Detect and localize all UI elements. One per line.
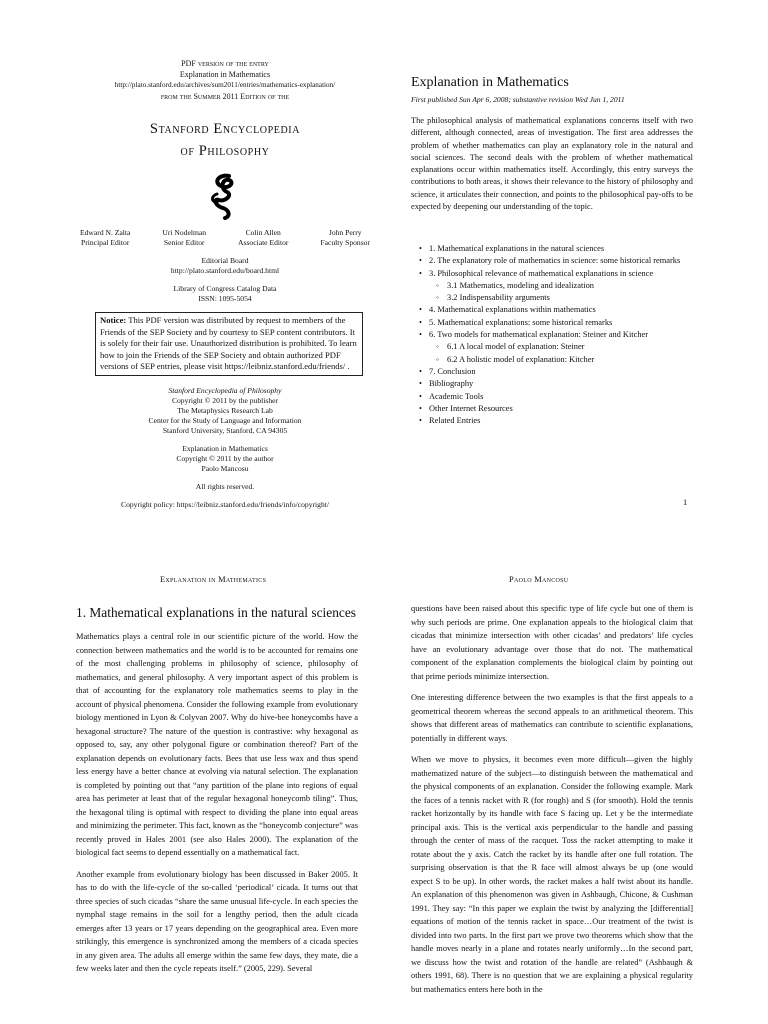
publisher-line: Stanford University, Stanford, CA 94305 [162, 425, 288, 435]
sep-title [80, 118, 370, 162]
catalog-block [80, 284, 370, 304]
running-head-right: Paolo Mancosu [509, 575, 569, 584]
toc-item[interactable]: • 5. Mathematical explanations: some historical remarks [411, 317, 693, 329]
left-column [76, 630, 358, 984]
editor-name: Uri Nodelman [162, 228, 207, 237]
author-block [80, 444, 370, 474]
editor-role: Associate Editor [238, 238, 289, 247]
editor-entry [320, 228, 370, 248]
editor-entry [162, 228, 206, 248]
publisher-line: Center for the Study of Language and Information [148, 415, 302, 425]
author-line: Copyright © 2011 by the author [176, 453, 274, 463]
editors-list [80, 228, 370, 248]
toc-item[interactable]: • 6. Two models for mathematical explanation: Steiner and Kitcher [411, 329, 693, 341]
running-head-left: Explanation in Mathematics [160, 575, 267, 584]
toc-item[interactable]: • Academic Tools [411, 391, 693, 403]
editor-entry [238, 228, 288, 248]
publisher-line: The Metaphysics Research Lab [177, 405, 273, 415]
publisher-block [80, 386, 370, 436]
toc-list [411, 243, 693, 427]
rights-line: All rights reserved. [195, 481, 255, 491]
toc-item[interactable]: • Bibliography [411, 378, 693, 390]
entry-abstract: The philosophical analysis of mathematical explanations concerns itself with two different, although connected, areas of investigation. The first area addresses the problem of whether mathematics can play an explanatory role in the natural and social sciences. The second deals with the problem of whether mathematical explanations occur within mathematics itself. Accordingly, this entry surveys the contributions to both areas, it shows their relevance to the history of philosophy and science, it articulates their connection, and points to the philosophical pay-offs to be expected by deepening our understanding of the topic. [411, 116, 693, 212]
section-title: 1. Mathematical explanations in the natural sciences [76, 605, 356, 620]
publisher-line: Stanford Encyclopedia of Philosophy [168, 385, 282, 395]
toc-item[interactable]: • 2. The explanatory role of mathematics in science: some historical remarks [411, 255, 693, 267]
editorial-board-block [80, 256, 370, 276]
archive-url: http://plato.stanford.edu/archives/sum2011/entries/mathematics-explanation/ [114, 81, 336, 89]
notice-box [95, 312, 363, 376]
editor-name: Edward N. Zalta [80, 228, 131, 237]
toc-item[interactable]: • 7. Conclusion [411, 366, 693, 378]
toc-item[interactable]: • Other Internet Resources [411, 403, 693, 415]
paragraph: Mathematics plays a central role in our scientific picture of the world. How the connection between mathematics and the world is to be accounted for remains one of the most challenging problems in philosophy of science, philosophy of mathematics, and general philosophy. A very important aspect of this problem is that of accounting for the explanatory role mathematics seems to play in the account of physical phenomena. Consider the following example from evolutionary biology mentioned in Lyon & Colyvan 2007. Why do hive-bee honeycombs have a hexagonal structure? The nature of the question is contrastive: why hexagonal as opposed to, say, any other polygonal figure or combination thereof? Part of the explanation depends on evolutionary facts. Bees that use less wax and thus spend less energy have a better chance at evolving via natural selection. The explanation is completed by pointing out that “any partition of the plane into regions of equal area has perimeter at least that of the regular hexagonal honeycomb tiling”. Thus, the hexagonal tiling is optimal with respect to dividing the plane into equal areas and minimizing the perimeter. This fact, known as the “honeycomb conjecture” was recently proved in Hales 2001 (see also Hales 2000). The explanation of the biological fact seems to depend essentially on a mathematical fact. [76, 632, 358, 857]
issn: ISSN: 1095-5054 [198, 294, 252, 303]
board-url: http://plato.stanford.edu/board.html [170, 266, 280, 275]
editor-name: John Perry [328, 228, 362, 237]
pdf-version-line: PDF version of the entry [181, 59, 269, 68]
sep-title-line2: of Philosophy [180, 143, 270, 159]
table-of-contents [411, 243, 693, 427]
toc-item[interactable]: • 1. Mathematical explanations in the natural sciences [411, 243, 693, 255]
author-line: Explanation in Mathematics [182, 443, 268, 453]
cover-page [80, 58, 370, 510]
notice-label: Notice: [100, 315, 127, 325]
page-number: 1 [683, 498, 688, 507]
toc-subitem[interactable]: ◦ 6.1 A local model of explanation: Steiner [411, 341, 693, 353]
paragraph: One interesting difference between the two examples is that the first appeals to a geometrical theorem whereas the second appeals to an arithmetical theorem. This shows that different areas of mathematics can contribute to scientific explanations, potentially in different ways. [411, 693, 693, 743]
editor-entry [80, 228, 130, 248]
toc-subitem[interactable]: ◦ 6.2 A holistic model of explanation: Kitcher [411, 354, 693, 366]
editor-name: Colin Allen [245, 228, 281, 237]
toc-subitem[interactable]: ◦ 3.2 Indispensability arguments [411, 292, 693, 304]
author-line: Paolo Mancosu [201, 463, 249, 473]
sep-logo-icon [205, 172, 245, 220]
cover-entry-name: Explanation in Mathematics [179, 70, 271, 79]
editor-role: Senior Editor [163, 238, 205, 247]
entry-title: Explanation in Mathematics [411, 75, 569, 90]
notice-text: This PDF version was distributed by request to members of the Friends of the SEP Society and by courtesy to SEP content contributors. It is solely for their fair use. Unauthorized distribution is prohibited. To learn how to join the Friends of the SEP Society and obtain authorized PDF versions of SEP entries, please visit https://leibniz.stanford.edu/friends/ . [100, 315, 357, 372]
catalog-line: Library of Congress Catalog Data [173, 284, 277, 293]
editor-role: Faculty Sponsor [320, 238, 370, 247]
edition-line: from the Summer 2011 Edition of the [160, 92, 290, 101]
toc-subitem[interactable]: ◦ 3.1 Mathematics, modeling and idealization [411, 280, 693, 292]
editor-role: Principal Editor [81, 238, 130, 247]
paragraph: When we move to physics, it becomes even more difficult—given the highly mathematized nature of the subject—to distinguish between the mathematical and the physical components of an explanation. Consider the following example. Mark the faces of a tennis racket with R (for rough) and S (for smooth). Hold the tennis racket horizontally by its handle with face S facing up. Let y be the intermediate principal axis. This is the vertical axis perpendicular to the handle and passing through the center of mass of the racquet. Toss the racket attempting to make it rotate about the y axis. Catch the racket by its handle after one full rotation. The surprising observation is that the R face will almost always be up (one would expect S to be up). In other words, the racket makes a half twist about its handle. An explanation of this phenomenon was given in Ashbaugh, Chicone, & Cushman 1991. They say: “In this paper we explain the twist by analyzing the [differential] equations of motion of the tennis racket in space…Our treatment of the twist is divided into two parts. In the first part we prove two theorems which show that the handle moves nearly in a plane and rotates nearly uniformly…In the second part, we discuss how the twist and rotation of the handle are related” (Ashbaugh & others 1991, 68). There is no question that we are explaining a physical regularity but mathematics enters here both in the [411, 755, 693, 994]
copyright-policy: Copyright policy: https://leibniz.stanford.edu/friends/info/copyright/ [121, 499, 329, 509]
right-column [411, 602, 693, 1004]
toc-item[interactable]: • 4. Mathematical explanations within mathematics [411, 304, 693, 316]
toc-item[interactable]: • 3. Philosophical relevance of mathematical explanations in science [411, 268, 693, 280]
toc-item[interactable]: • Related Entries [411, 415, 693, 427]
paragraph: questions have been raised about this specific type of life cycle but one of them is why such periods are prime. One explanation appeals to the biological claim that cicadas that minimize intersection with other cicadas’ and predators’ life cycles have an evolutionary advantage over those that do not. The mathematical component of the explanation complements the biological claim by pointing out that prime periods minimize intersection. [411, 604, 693, 681]
publisher-line: Copyright © 2011 by the publisher [171, 395, 279, 405]
editorial-board-label: Editorial Board [201, 256, 249, 265]
sep-title-line1: Stanford Encyclopedia [149, 121, 301, 137]
paragraph: Another example from evolutionary biology has been discussed in Baker 2005. It has to do with the life-cycle of the so-called ‘periodical’ cicada. It turns out that three species of such cicadas “share the same unusual life-cycle. In each species the nymphal stage remains in the soil for a lengthy period, then the adult cicada emerges after 13 years or 17 years depending on the geographical area. Even more strikingly, this emergence is synchronized among the members of a cicada species in any given area. The adults all emerge within the same few days, they mate, die a few weeks later and then the cycle repeats itself.” (2005, 229). Several [76, 869, 358, 973]
publication-line: First published Sun Apr 6, 2008; substantive revision Wed Jun 1, 2011 [411, 95, 625, 104]
